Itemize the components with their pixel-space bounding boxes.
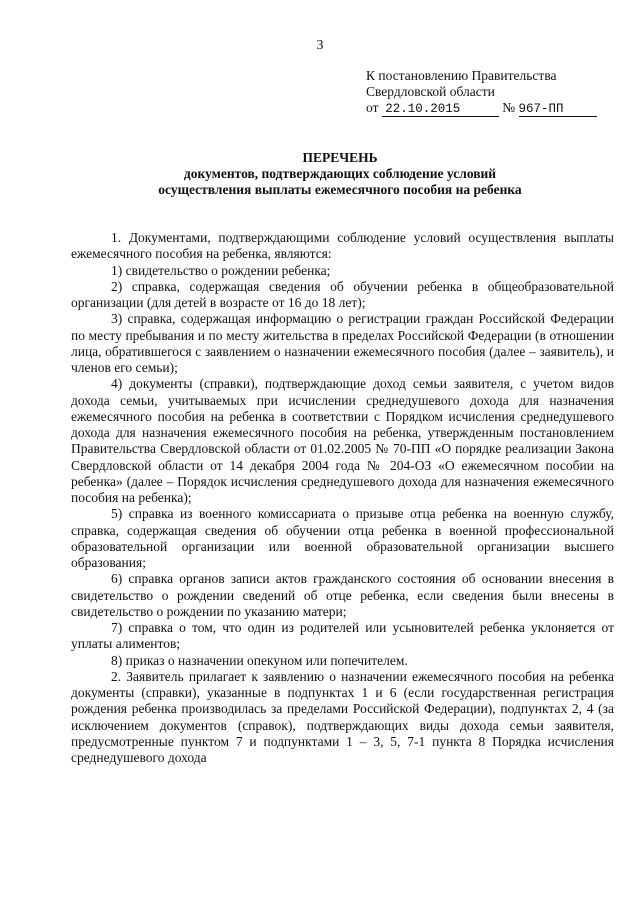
paragraph-1: 1. Документами, подтверждающими соблюдение условий осуществления выплаты ежемесячного пособия на ребенка, являются:: [71, 230, 614, 262]
document-number: 967-ПП: [518, 102, 564, 116]
date-prefix: от: [366, 100, 379, 115]
paragraph-item-6: 6) справка органов записи актов гражданского состояния об основании внесения в свидетельство о рождении сведений об отце ребенка, если сведения были внесены в свидетельство о рождении по указанию матери;: [71, 571, 614, 619]
document-body: [71, 230, 614, 766]
paragraph-item-5: 5) справка из военного комиссариата о призыве отца ребенка на военную службу, справка, содержащая сведения об обучении отца ребенка в военной профессиональной образовательной организации или военной образовательной организации высшего образования;: [71, 506, 614, 570]
appendix-date-line: [366, 100, 626, 117]
number-underline: [519, 101, 597, 117]
appendix-line-1: К постановлению Правительства: [366, 68, 557, 83]
paragraph-item-4: 4) документы (справки), подтверждающие доход семьи заявителя, с учетом видов дохода семьи, учитываемых при исчислении среднедушевого дохода для назначения ежемесячного пособия на ребенка в соответствии с Порядком исчисления среднедушевого дохода для назначения ежемесячного пособия на ребенка, утвержденным постановлением Правительства Свердловской области от 01.02.2005 № 70-ПП «О порядке реализации Закона Свердловской области от 14 декабря 2004 года № 204-ОЗ «О ежемесячном пособии на ребенка» (далее – Порядок исчисления среднедушевого дохода для назначения ежемесячного пособия на ребенка);: [71, 376, 614, 505]
document-title: [70, 150, 610, 198]
title-line-3: осуществления выплаты ежемесячного пособия на ребенка: [158, 182, 522, 197]
paragraph-item-1: 1) свидетельство о рождении ребенка;: [111, 262, 331, 278]
appendix-header: [366, 68, 626, 117]
title-line-1: ПЕРЕЧЕНЬ: [302, 150, 378, 165]
paragraph-item-7: 7) справка о том, что один из родителей или усыновителей ребенка уклоняется от уплаты алиментов;: [71, 620, 614, 652]
paragraph-item-2: 2) справка, содержащая сведения об обучении ребенка в общеобразовательной организации (для детей в возрасте от 16 до 18 лет);: [71, 278, 614, 310]
page-number: 3: [316, 38, 324, 53]
title-line-2: документов, подтверждающих соблюдение условий: [183, 166, 497, 181]
number-prefix: №: [502, 100, 516, 115]
paragraph-item-8: 8) приказ о назначении опекуном или попечителем.: [111, 652, 408, 668]
paragraph-item-3: 3) справка, содержащая информацию о регистрации граждан Российской Федерации по месту пребывания и по месту жительства в пределах Российской Федерации (в отношении лица, обратившегося с заявлением о назначении ежемесячного пособия (далее – заявитель), и членов его семьи);: [71, 311, 614, 375]
paragraph-2: 2. Заявитель прилагает к заявлению о назначении ежемесячного пособия на ребенка документы (справки), указанные в подпунктах 1 и 6 (если государственная регистрация рождения ребенка производилась за пределами Российской Федерации), подпунктах 2, 4 (за исключением документов (справок), подтверждающих виды дохода семьи заявителя, предусмотренные пунктом 7 и подпунктами 1 – 3, 5, 7-1 пункта 8 Порядка исчисления среднедушевого дохода: [71, 668, 614, 765]
appendix-line-2: Свердловской области: [366, 84, 495, 99]
date-underline: [382, 101, 499, 117]
document-date: 22.10.2015: [385, 102, 461, 116]
